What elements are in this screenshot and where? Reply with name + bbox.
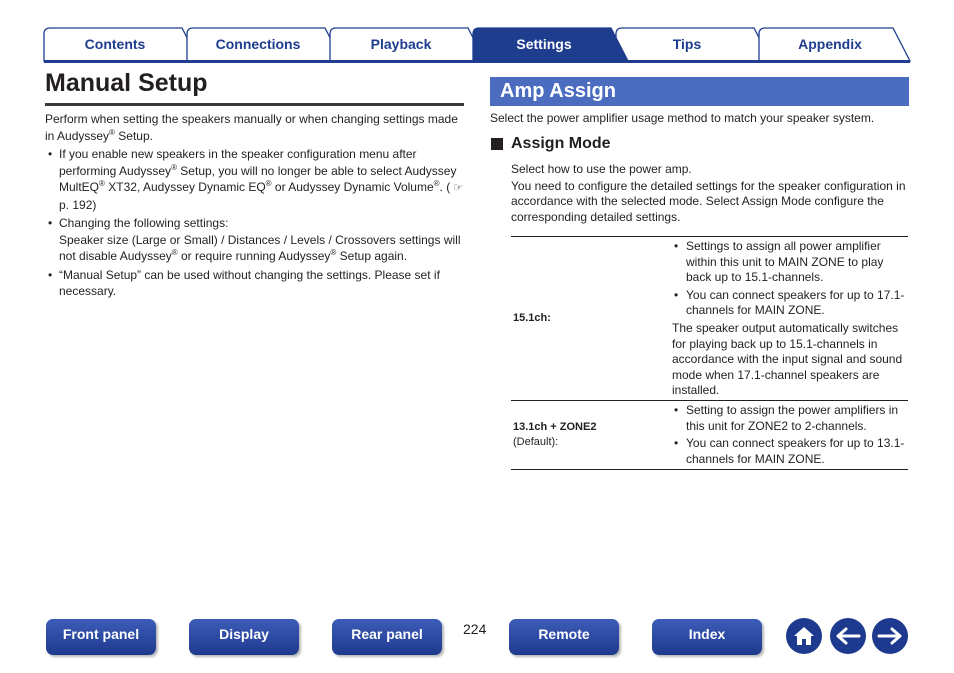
remote-button[interactable]: Remote — [509, 619, 619, 655]
top-tab-bar — [44, 27, 910, 63]
mode-note: The speaker output automatically switches for playing back up to 15.1-channels in accordance with the input signal and sound mode when 17.1-channel speakers are installed. — [672, 320, 903, 398]
home-button[interactable] — [786, 618, 822, 654]
tab-appendix[interactable]: Appendix — [798, 36, 862, 52]
subsection-description: Select how to use the power amp. You need to configure the detailed settings for the speaker configuration in accordance with the selected mode. Select Assign Mode configure the corresponding detailed settings. — [511, 162, 906, 224]
page-number: 224 — [463, 621, 487, 637]
manual-setup-body — [45, 111, 467, 302]
subsection-title: Assign Mode — [511, 135, 611, 152]
mode-name: 15.1ch: — [513, 312, 551, 324]
mode-description — [666, 237, 908, 400]
tab-connections[interactable]: Connections — [215, 36, 301, 52]
section-title: Amp Assign — [500, 80, 616, 102]
list-item: • You can connect speakers for up to 17.1-channels for MAIN ZONE. — [672, 288, 908, 319]
page-reference-link[interactable]: p. 192) — [59, 197, 97, 212]
home-icon — [792, 625, 816, 647]
square-bullet-icon — [491, 138, 503, 150]
list-item: • Setting to assign the power amplifiers in this unit for ZONE2 to 2-channels. — [672, 403, 908, 434]
subsection-heading — [491, 133, 611, 155]
tab-playback[interactable]: Playback — [370, 36, 432, 52]
tab-contents[interactable]: Contents — [84, 36, 146, 52]
pointing-hand-icon[interactable]: ☞ — [453, 182, 464, 194]
tab-tips[interactable]: Tips — [672, 36, 702, 52]
list-item: • Changing the following settings: Speaker size (Large or Small) / Distances / Levels / Crossovers settings will not disable Audyssey® or require running Audyssey® Setup again. — [45, 215, 467, 265]
back-button[interactable] — [830, 618, 866, 654]
assign-mode-table — [511, 236, 908, 470]
title-divider — [45, 103, 464, 106]
list-item: • If you enable new speakers in the speaker configuration menu after performing Audyssey® Setup, you will no longer be able to select Audyssey MultEQ® XT32, Audyssey Dynamic EQ® or Audyssey Dynamic Volume®. ( ☞ p. 192) — [45, 146, 467, 213]
mode-description — [666, 401, 908, 469]
tab-settings[interactable]: Settings — [516, 36, 572, 52]
index-button[interactable]: Index — [652, 619, 762, 655]
list-item: • You can connect speakers for up to 13.1-channels for MAIN ZONE. — [672, 436, 908, 467]
page-title: Manual Setup — [45, 69, 208, 97]
front-panel-button[interactable]: Front panel — [46, 619, 156, 655]
table-row — [511, 237, 908, 401]
forward-button[interactable] — [872, 618, 908, 654]
tab-bar-underline — [44, 60, 910, 63]
notes-list — [45, 146, 467, 300]
display-button[interactable]: Display — [189, 619, 299, 655]
forward-arrow-icon — [877, 627, 903, 645]
intro-paragraph: Perform when setting the speakers manually or when changing settings made in Audyssey® Setup. — [45, 112, 458, 143]
list-item: • “Manual Setup” can be used without changing the settings. Please set if necessary. — [45, 267, 467, 300]
list-item: • Settings to assign all power amplifier within this unit to MAIN ZONE to play back up to 15.1-channels. — [672, 239, 908, 286]
back-arrow-icon — [835, 627, 861, 645]
section-intro: Select the power amplifier usage method to match your speaker system. — [490, 111, 875, 125]
mode-name: 13.1ch + ZONE2 (Default): — [513, 421, 597, 448]
rear-panel-button[interactable]: Rear panel — [332, 619, 442, 655]
table-row — [511, 401, 908, 470]
